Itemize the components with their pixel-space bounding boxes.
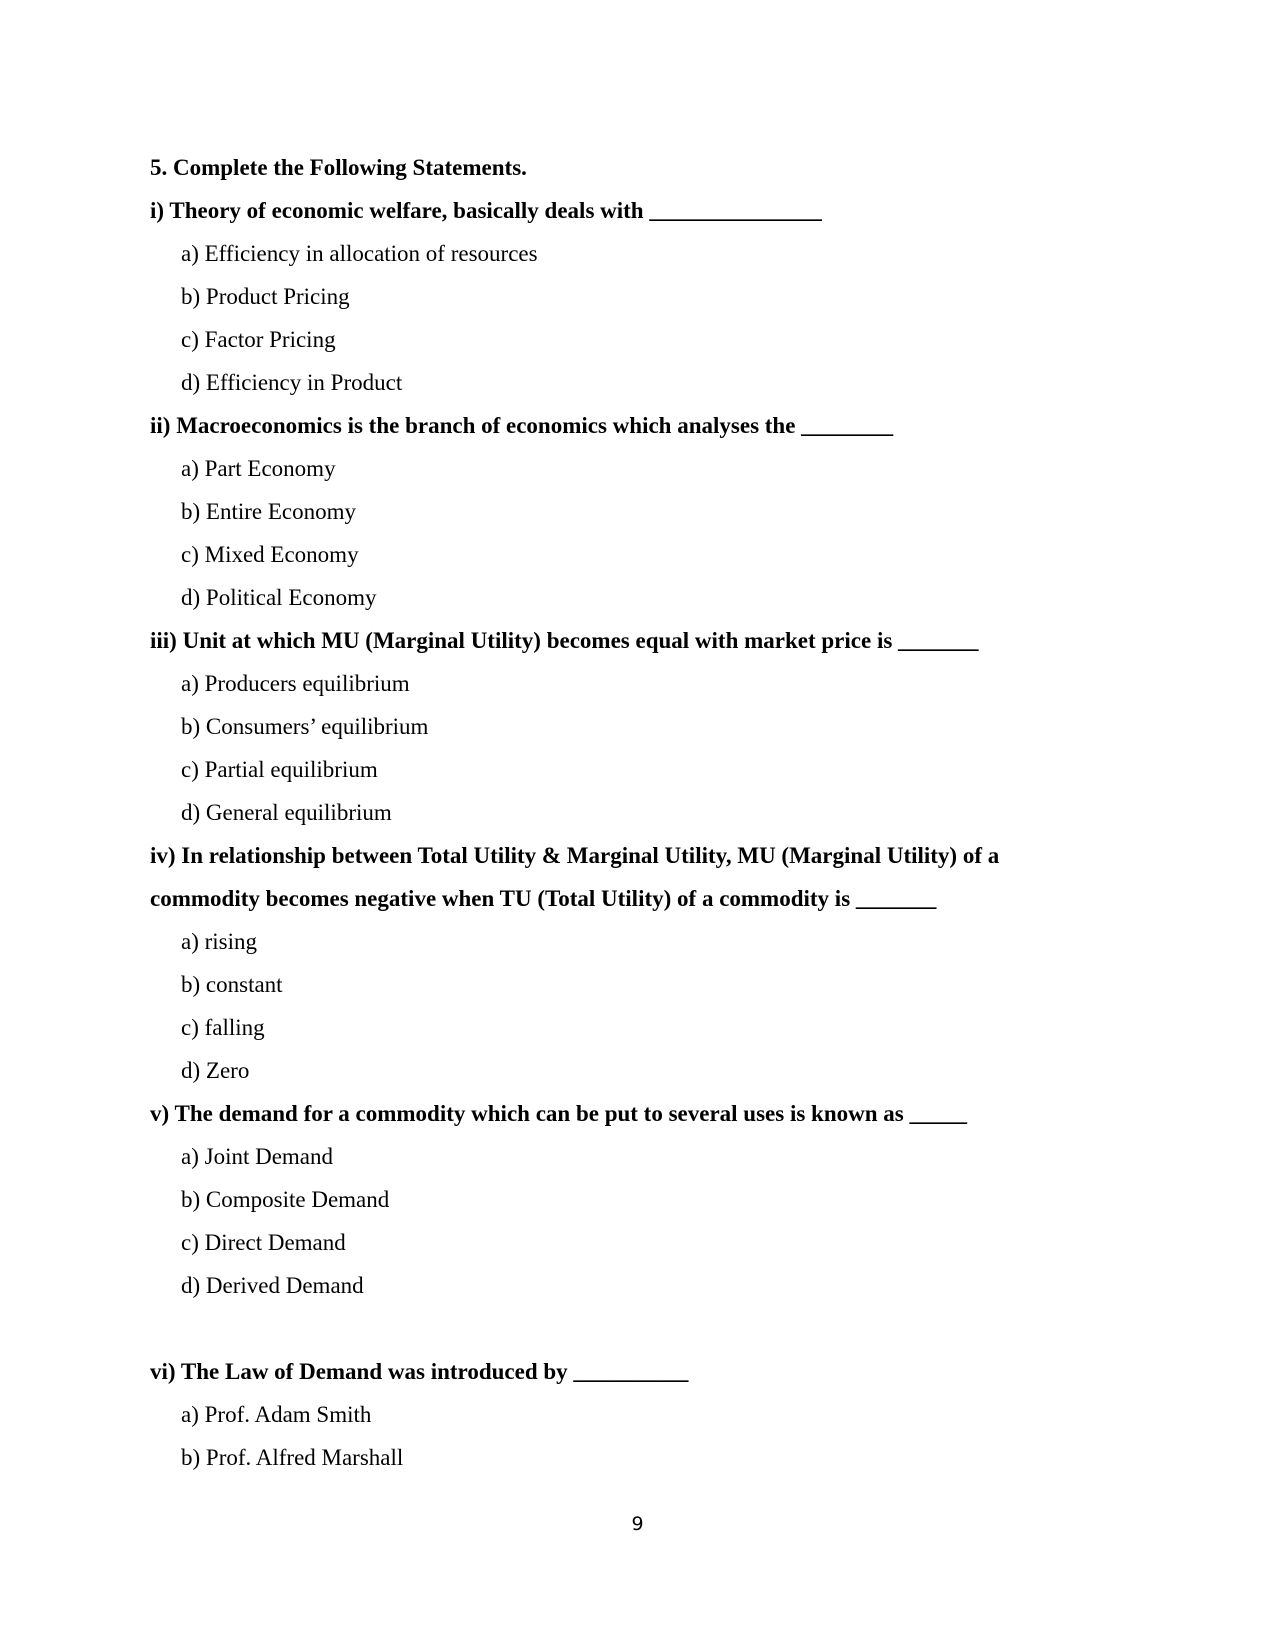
question-section <box>150 146 1110 1479</box>
question-4-option-b: b) constant <box>181 972 283 997</box>
question-6: vi) The Law of Demand was introduced by __________ <box>150 1359 689 1384</box>
question-2-option-c: c) Mixed Economy <box>181 542 359 567</box>
section-title: 5. Complete the Following Statements. <box>150 155 527 180</box>
question-5-option-b: b) Composite Demand <box>181 1187 390 1212</box>
question-1-option-a: a) Efficiency in allocation of resources <box>181 241 538 266</box>
question-5: v) The demand for a commodity which can be put to several uses is known as _____ <box>150 1101 967 1126</box>
spacer <box>150 1307 1110 1350</box>
question-6-option-a: a) Prof. Adam Smith <box>181 1402 372 1427</box>
question-3: iii) Unit at which MU (Marginal Utility) becomes equal with market price is _______ <box>150 628 979 653</box>
question-4-option-c: c) falling <box>181 1015 265 1040</box>
question-2-option-b: b) Entire Economy <box>181 499 357 524</box>
question-6-option-b: b) Prof. Alfred Marshall <box>181 1445 404 1470</box>
question-1-option-b: b) Product Pricing <box>181 284 350 309</box>
question-2-option-a: a) Part Economy <box>181 456 336 481</box>
question-1-option-c: c) Factor Pricing <box>181 327 336 352</box>
question-1-option-d: d) Efficiency in Product <box>181 370 403 395</box>
page-number: 9 <box>631 1513 644 1535</box>
question-2: ii) Macroeconomics is the branch of economics which analyses the ________ <box>150 413 894 438</box>
question-4-option-d: d) Zero <box>181 1058 250 1083</box>
question-5-option-d: d) Derived Demand <box>181 1273 364 1298</box>
question-1: i) Theory of economic welfare, basically deals with _______________ <box>150 198 822 223</box>
question-3-option-b: b) Consumers’ equilibrium <box>181 714 429 739</box>
question-5-option-c: c) Direct Demand <box>181 1230 346 1255</box>
question-5-option-a: a) Joint Demand <box>181 1144 334 1169</box>
question-3-option-d: d) General equilibrium <box>181 800 392 825</box>
question-3-option-a: a) Producers equilibrium <box>181 671 410 696</box>
question-4-option-a: a) rising <box>181 929 258 954</box>
question-3-option-c: c) Partial equilibrium <box>181 757 378 782</box>
question-4: iv) In relationship between Total Utility & Marginal Utility, MU (Marginal Utility) of a commodity becomes negative when TU (Total Utility) of a commodity is _______ <box>150 843 1005 911</box>
question-2-option-d: d) Political Economy <box>181 585 377 610</box>
